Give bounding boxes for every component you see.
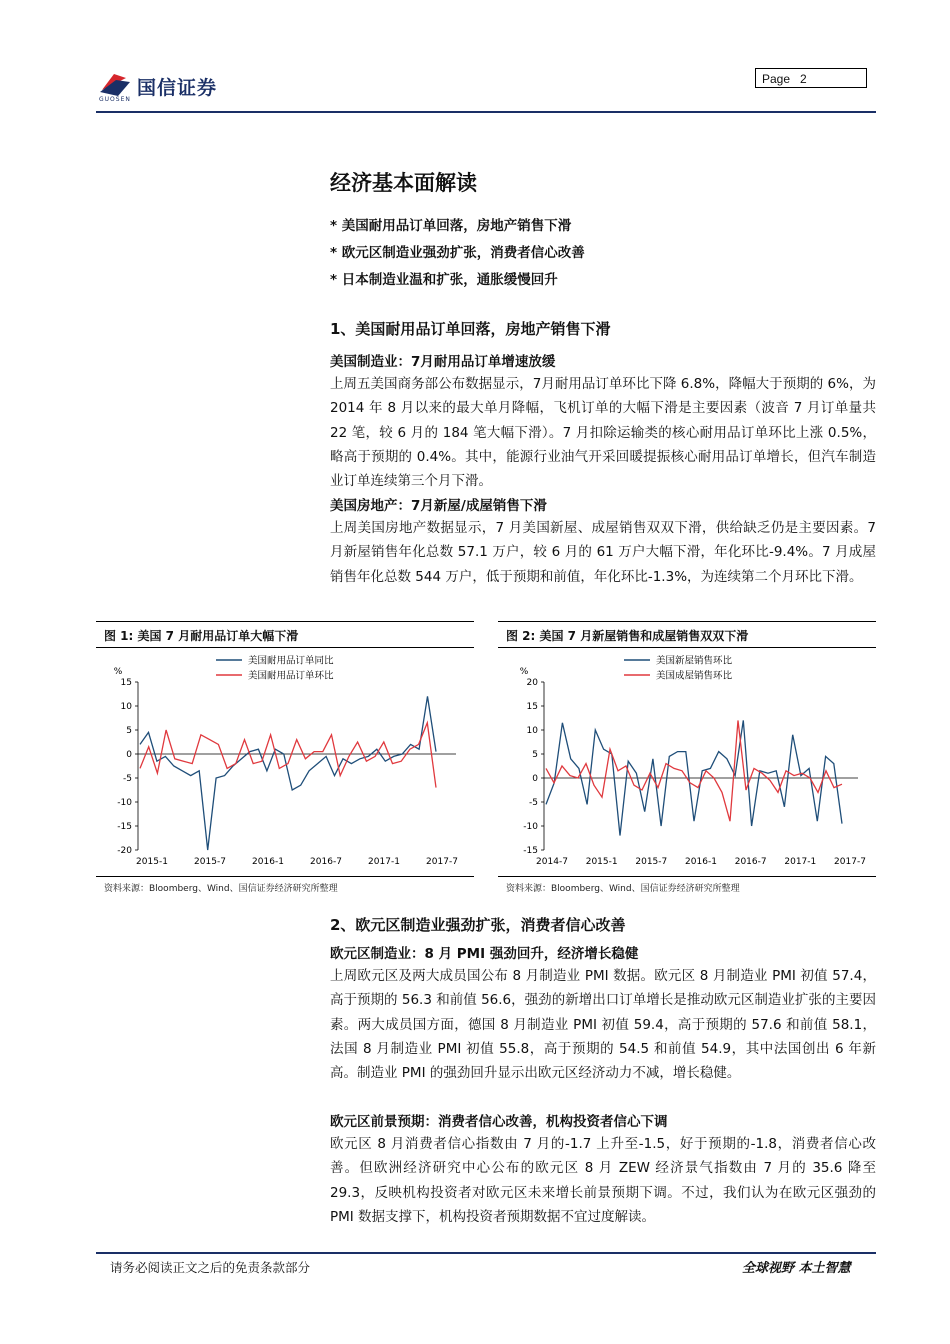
x-tick-label: 2016-1 (685, 857, 717, 867)
figure-title: 图 2: 美国 7 月新屋销售和成屋销售双双下滑 (506, 629, 749, 643)
figure-source: 资料来源：Bloomberg、Wind、国信证券经济研究所整理 (506, 884, 740, 894)
x-tick-label: 2017-7 (834, 857, 866, 867)
y-tick-label: -15 (117, 822, 132, 832)
summary-bullet: * 日本制造业温和扩张，通胀缓慢回升 (330, 272, 558, 288)
y-tick-label: -20 (117, 846, 132, 856)
y-tick-label: 20 (526, 678, 538, 688)
y-tick-label: 10 (120, 702, 132, 712)
y-tick-label: 15 (120, 678, 132, 688)
subsection-heading: 美国制造业：7月耐用品订单增速放缓 (330, 354, 556, 370)
figure-bottom-rule (96, 876, 474, 877)
x-tick-label: 2015-7 (194, 857, 226, 867)
chart-home-sales (498, 650, 876, 872)
figure-title-rule (96, 647, 474, 648)
footer-disclaimer-note: 请务必阅读正文之后的免责条款部分 (110, 1260, 311, 1275)
figure-source: 资料来源：Bloomberg、Wind、国信证券经济研究所整理 (104, 884, 338, 894)
x-tick-label: 2016-7 (310, 857, 342, 867)
y-tick-label: -15 (523, 846, 538, 856)
logo-subtext: GUOSEN (99, 96, 131, 103)
page-number: 2 (800, 72, 807, 86)
body-paragraph: 欧元区 8 月消费者信心指数由 7 月的-1.7 上升至-1.5，好于预期的-1.8，消费者信心改善。但欧洲经济研究中心公布的欧元区 8 月 ZEW 经济景气指数由 7 月的 35.6 降至 29.3，反映机构投资者对欧元区未来增长前景预期下调。不过，我们认为在欧元区强劲的 PMI 数据支撑下，机构投资者预期数据不宜过度解读。 (330, 1136, 876, 1225)
footer-slogan: 全球视野 本土智慧 (742, 1261, 851, 1276)
header-divider (96, 111, 876, 113)
y-tick-label: 0 (532, 774, 538, 784)
x-tick-label: 2014-7 (536, 857, 568, 867)
figure-title-rule (498, 647, 876, 648)
y-tick-label: 10 (526, 726, 538, 736)
series-line-2 (140, 723, 436, 788)
x-tick-label: 2017-7 (426, 857, 458, 867)
footer-divider (96, 1252, 876, 1254)
legend-label: 美国新屋销售环比 (656, 655, 733, 667)
x-tick-label: 2015-1 (136, 857, 168, 867)
summary-bullet: * 美国耐用品订单回落，房地产销售下滑 (330, 218, 572, 234)
x-tick-label: 2016-1 (252, 857, 284, 867)
y-tick-label: -10 (523, 822, 538, 832)
legend-label: 美国成屋销售环比 (656, 670, 733, 682)
summary-bullet: * 欧元区制造业强劲扩张，消费者信心改善 (330, 245, 585, 261)
logo-text: 国信证券 (137, 77, 218, 99)
page-indicator (755, 68, 867, 88)
legend-label: 美国耐用品订单同比 (248, 655, 334, 667)
legend-label: 美国耐用品订单环比 (248, 670, 334, 682)
page-title: 经济基本面解读 (330, 171, 477, 195)
y-tick-label: 15 (526, 702, 538, 712)
subsection-heading: 欧元区前景预期：消费者信心改善，机构投资者信心下调 (330, 1114, 668, 1130)
x-tick-label: 2016-7 (734, 857, 767, 867)
figure-top-rule (96, 621, 474, 622)
section-heading: 2、欧元区制造业强劲扩张，消费者信心改善 (330, 916, 626, 934)
x-tick-label: 2015-1 (585, 857, 618, 867)
y-unit-label: % (113, 667, 123, 677)
subsection-heading: 美国房地产：7月新屋/成屋销售下滑 (330, 498, 547, 514)
chart-durable-goods (96, 650, 474, 872)
section-heading: 1、美国耐用品订单回落，房地产销售下滑 (330, 320, 611, 338)
subsection-heading: 欧元区制造业：8 月 PMI 强劲回升，经济增长稳健 (330, 946, 639, 962)
x-tick-label: 2015-7 (635, 857, 668, 867)
page-label: Page (762, 72, 791, 86)
x-tick-label: 2017-1 (784, 857, 817, 867)
y-tick-label: -5 (529, 798, 538, 808)
figure-top-rule (498, 621, 876, 622)
y-tick-label: 5 (532, 750, 538, 760)
body-paragraph: 上周美国房地产数据显示，7 月美国新屋、成屋销售双双下滑，供给缺乏仍是主要因素。7 月新屋销售年化总数 57.1 万户，较 6 月的 61 万户大幅下滑，年化环比-9.4%。7 月成屋销售年化总数 544 万户，低于预期和前值，年化环比-1.3%，为连续第二个月环比下滑。 (330, 520, 876, 585)
figure-title: 图 1: 美国 7 月耐用品订单大幅下滑 (104, 629, 299, 643)
figure-bottom-rule (498, 876, 876, 877)
y-unit-label: % (519, 667, 529, 677)
body-paragraph: 上周五美国商务部公布数据显示，7月耐用品订单环比下降 6.8%，降幅大于预期的 6%，为 2014 年 8 月以来的最大单月降幅，飞机订单的大幅下滑是主要因素（波音 7 月订单量共 22 笔，较 6 月的 184 笔大幅下滑）。7 月扣除运输类的核心耐用品订单环比上涨 0.5%，略高于预期的 0.4%。其中，能源行业油气开采回暖提振核心耐用品订单增长，但汽车制造业订单连续第三个月下滑。 (330, 376, 876, 490)
series-line-1 (140, 696, 436, 850)
y-tick-label: 5 (126, 726, 132, 736)
y-tick-label: -5 (123, 774, 132, 784)
x-tick-label: 2017-1 (368, 857, 400, 867)
y-tick-label: -10 (117, 798, 132, 808)
y-tick-label: 0 (126, 750, 132, 760)
body-paragraph: 上周欧元区及两大成员国公布 8 月制造业 PMI 数据。欧元区 8 月制造业 PMI 初值 57.4，高于预期的 56.3 和前值 56.6，强劲的新增出口订单增长是推动欧元区制造业扩张的主要因素。两大成员国方面，德国 8 月制造业 PMI 初值 59.4，高于预期的 57.6 和前值 58.1，法国 8 月制造业 PMI 初值 55.8，高于预期的 54.5 和前值 54.9，其中法国创出 6 年新高。制造业 PMI 的强劲回升显示出欧元区经济动力不减，增长稳健。 (330, 968, 876, 1082)
